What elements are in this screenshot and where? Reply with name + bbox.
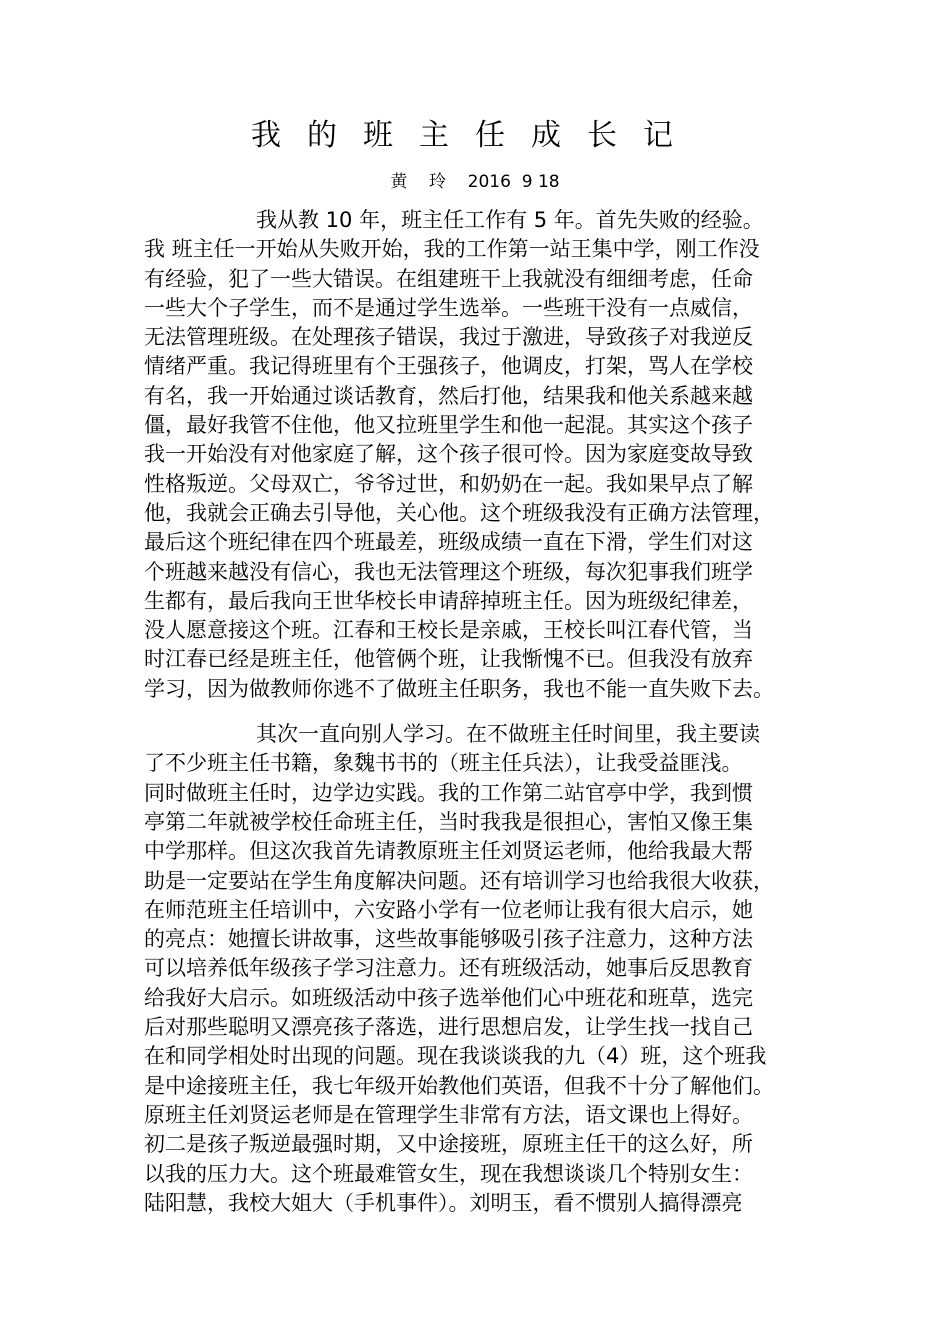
text-line: 没人愿意接这个班。江春和王校长是亲戚，王校长叫江春代管，当 — [144, 618, 753, 643]
text-line: 个班越来越没有信心，我也无法管理这个班级，每次犯事我们班学 — [144, 559, 753, 584]
text-line: 在和同学相处时出现的问题。现在我谈谈我的九（4）班，这个班我 — [144, 1044, 767, 1069]
text-line: 无法管理班级。在处理孩子错误，我过于激进，导致孩子对我逆反 — [144, 325, 753, 350]
text-line: 可以培养低年级孩子学习注意力。还有班级活动，她事后反思教育 — [144, 956, 753, 981]
text-line: 是中途接班主任，我七年级开始教他们英语，但我不十分了解他们。 — [144, 1073, 774, 1098]
document-title: 我的班主任成长记 — [251, 118, 699, 153]
text-line: 我 班主任一开始从失败开始，我的工作第一站王集中学，刚工作没 — [144, 237, 760, 262]
paragraph-spacer — [144, 704, 814, 720]
text-line: 有名，我一开始通过谈话教育，然后打他，结果我和他关系越来越 — [144, 383, 753, 408]
text-line: 性格叛逆。父母双亡，爷爷过世，和奶奶在一起。我如果早点了解 — [144, 471, 753, 496]
paragraph-2 — [144, 720, 814, 1218]
document-body — [144, 206, 814, 1218]
text-line: 他，我就会正确去引导他，关心他。这个班级我没有正确方法管理， — [144, 500, 774, 525]
paragraph-1 — [144, 206, 814, 704]
text-line: 有经验，犯了一些大错误。在组建班干上我就没有细细考虑，任命 — [144, 266, 753, 291]
text-line: 给我好大启示。如班级活动中孩子选举他们心中班花和班草，选完 — [144, 985, 753, 1010]
text-line: 最后这个班纪律在四个班最差，班级成绩一直在下滑，学生们对这 — [144, 530, 753, 555]
text-line: 中学那样。但这次我首先请教原班主任刘贤运老师，他给我最大帮 — [144, 839, 753, 864]
text-line: 初二是孩子叛逆最强时期，又中途接班，原班主任干的这么好，所 — [144, 1132, 753, 1157]
text-line: 时江春已经是班主任，他管俩个班，让我惭愧不已。但我没有放弃 — [144, 647, 753, 672]
text-line: 了不少班主任书籍，象魏书书的（班主任兵法），让我受益匪浅。 — [144, 751, 743, 776]
text-line: 学习，因为做教师你逃不了做班主任职务，我也不能一直失败下去。 — [144, 676, 774, 701]
text-line: 同时做班主任时，边学边实践。我的工作第二站官亭中学，我到惯 — [144, 780, 753, 805]
text-line: 我一开始没有对他家庭了解，这个孩子很可怜。因为家庭变故导致 — [144, 442, 753, 467]
text-line: 情绪严重。我记得班里有个王强孩子，他调皮，打架，骂人在学校 — [144, 354, 753, 379]
text-line: 后对那些聪明又漂亮孩子落选，进行思想启发，让学生找一找自己 — [144, 1015, 753, 1040]
text-line: 以我的压力大。这个班最难管女生，现在我想谈谈几个特别女生： — [144, 1161, 753, 1186]
text-line: 僵，最好我管不住他，他又拉班里学生和他一起混。其实这个孩子 — [144, 413, 753, 438]
text-line: 亭第二年就被学校任命班主任，当时我我是很担心，害怕又像王集 — [144, 809, 753, 834]
text-line: 一些大个子学生，而不是通过学生选举。一些班干没有一点威信， — [144, 295, 753, 320]
text-line: 生都有，最后我向王世华校长申请辞掉班主任。因为班级纪律差， — [144, 588, 753, 613]
text-line: 陆阳慧，我校大姐大（手机事件）。刘明玉，看不惯别人搞得漂亮 — [144, 1190, 743, 1215]
text-line: 我从教 10 年，班主任工作有 5 年。首先失败的经验。 — [256, 208, 764, 232]
text-line: 助是一定要站在学生角度解决问题。还有培训学习也给我很大收获， — [144, 868, 774, 893]
text-line: 原班主任刘贤运老师是在管理学生非常有方法，语文课也上得好。 — [144, 1102, 753, 1127]
text-line: 在师范班主任培训中，六安路小学有一位老师让我有很大启示，她 — [144, 897, 753, 922]
text-line: 的亮点：她擅长讲故事，这些故事能够吸引孩子注意力，这种方法 — [144, 927, 753, 952]
author-date-line: 黄 玲 2016 9 18 — [390, 172, 560, 192]
text-line: 其次一直向别人学习。在不做班主任时间里，我主要读 — [256, 722, 760, 747]
